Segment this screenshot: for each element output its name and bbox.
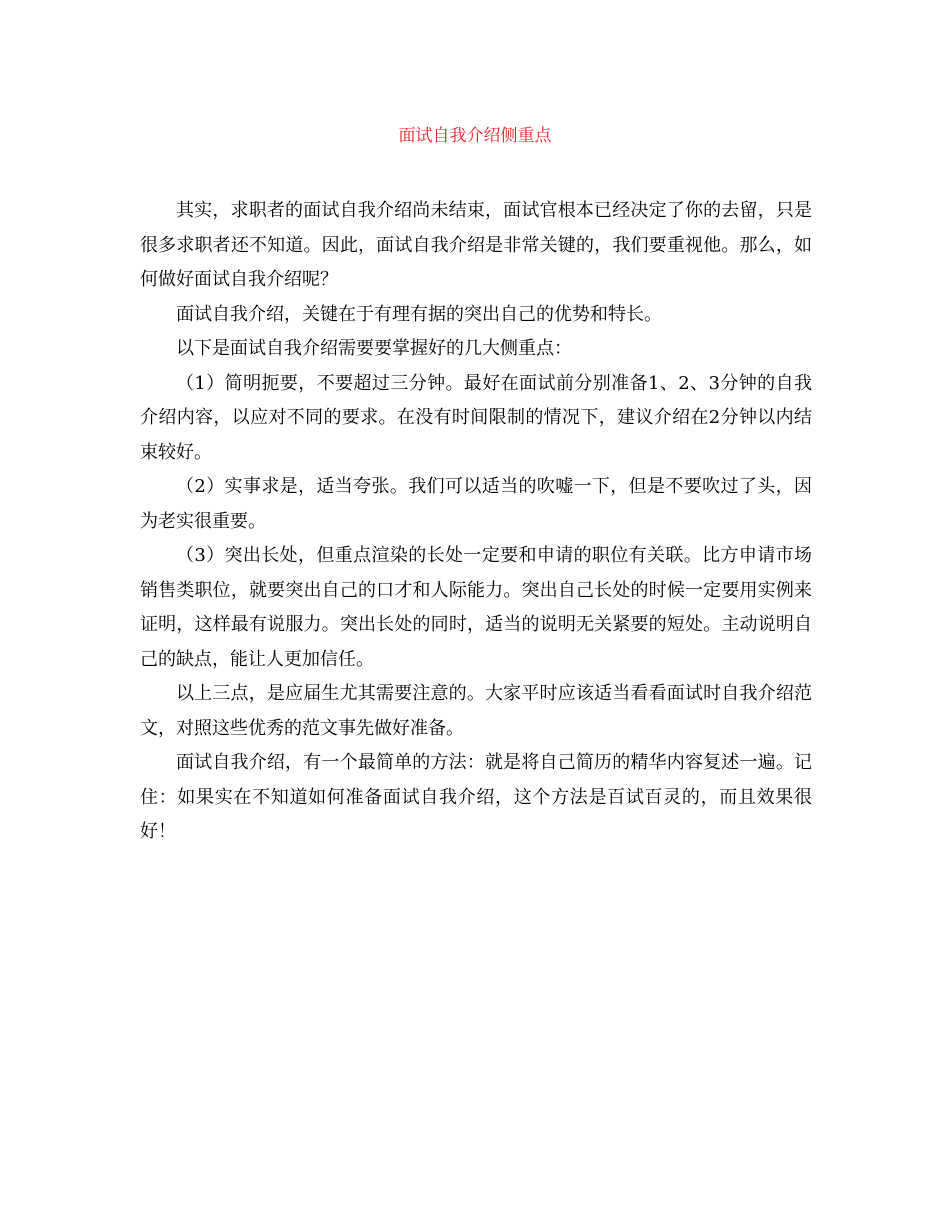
paragraph-point-3: （3）突出长处，但重点渲染的长处一定要和申请的职位有关联。比方申请市场销售类职位，就要突出自己的口才和人际能力。突出自己长处的时候一定要用实例来证明，这样最有说服力。突出长处的同时，适当的说明无关紧要的短处。主动说明自己的缺点，能让人更加信任。 <box>140 545 812 670</box>
document-body <box>140 194 812 850</box>
paragraph-method: 面试自我介绍，有一个最简单的方法：就是将自己简历的精华内容复述一遍。记住：如果实在不知道如何准备面试自我介绍，这个方法是百试百灵的，而且效果很好！ <box>140 752 812 842</box>
paragraph-point-2: （2）实事求是，适当夸张。我们可以适当的吹嘘一下，但是不要吹过了头，因为老实很重要。 <box>140 476 812 532</box>
paragraph-summary: 以上三点，是应届生尤其需要注意的。大家平时应该适当看看面试时自我介绍范文，对照这些优秀的范文事先做好准备。 <box>140 683 812 739</box>
document-title: 面试自我介绍侧重点 <box>398 126 552 146</box>
paragraph-point-1: （1）简明扼要，不要超过三分钟。最好在面试前分别准备1、2、3分钟的自我介绍内容，以应对不同的要求。在没有时间限制的情况下，建议介绍在2分钟以内结束较好。 <box>140 372 812 463</box>
paragraph-list-intro: 以下是面试自我介绍需要要掌握好的几大侧重点： <box>176 338 572 359</box>
paragraph-intro: 其实，求职者的面试自我介绍尚未结束，面试官根本已经决定了你的去留，只是很多求职者还不知道。因此，面试自我介绍是非常关键的，我们要重视他。那么，如何做好面试自我介绍呢？ <box>140 200 812 290</box>
paragraph-key-point: 面试自我介绍，关键在于有理有据的突出自己的优势和特长。 <box>176 303 662 325</box>
